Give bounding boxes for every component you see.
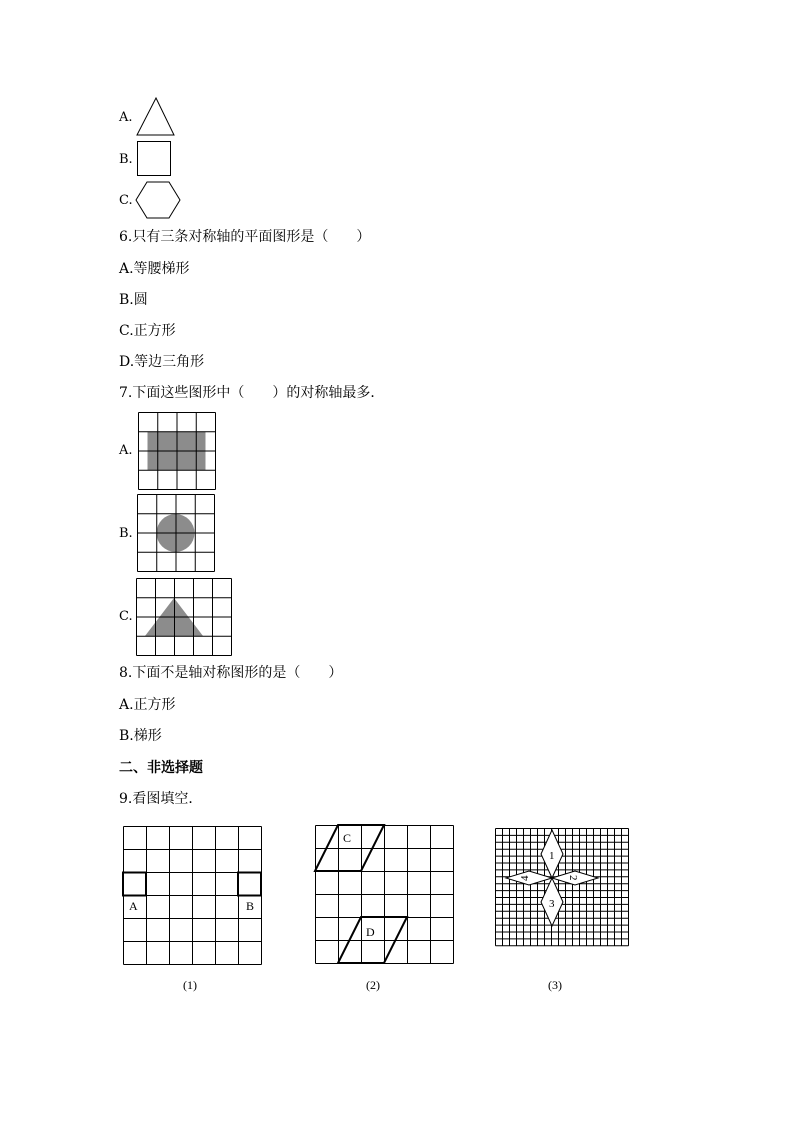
option-c-letter: C. <box>119 193 133 208</box>
option-a-letter: A. <box>119 110 133 125</box>
figure-1-grid <box>123 826 262 966</box>
figure-3-label-1: 1 <box>549 850 555 862</box>
q7-grid-rectangle <box>138 412 215 490</box>
figure-2-label-d: D <box>366 925 375 939</box>
figure-3-label-3: 3 <box>549 898 555 910</box>
q7-grid-triangle <box>136 578 232 656</box>
q8-option-a: A.正方形 <box>119 697 176 713</box>
figure-3-caption: (3) <box>548 978 562 992</box>
figure-3-grid <box>495 828 629 946</box>
figure-1-caption: (1) <box>183 978 197 992</box>
q6-option-d: D.等边三角形 <box>119 354 205 370</box>
q6-option-b: B.圆 <box>119 292 148 308</box>
q7-option-a-letter: A. <box>119 443 133 458</box>
q8-option-b: B.梯形 <box>119 728 162 744</box>
figure-2-grid <box>315 825 454 966</box>
figure-1-label-b: B <box>246 899 255 913</box>
square-shape <box>137 141 171 177</box>
q6-stem: 6.只有三条对称轴的平面图形是（ ） <box>119 229 371 245</box>
figure-2-label-c: C <box>343 831 352 845</box>
triangle-shape <box>136 97 176 137</box>
option-b-letter: B. <box>119 152 133 167</box>
q8-stem: 8.下面不是轴对称图形的是（ ） <box>119 665 343 681</box>
figure-3-label-2: 2 <box>567 875 579 881</box>
q7-option-c-letter: C. <box>119 609 133 624</box>
q6-option-a: A.等腰梯形 <box>119 261 190 277</box>
q7-grid-circle <box>137 494 214 572</box>
q6-option-c: C.正方形 <box>119 323 176 339</box>
figure-2-caption: (2) <box>366 978 380 992</box>
figure-3-label-4: 4 <box>519 875 531 881</box>
q9-stem: 9.看图填空． <box>119 791 203 807</box>
q7-option-b-letter: B. <box>119 526 133 541</box>
q7-stem: 7.下面这些图形中（ ）的对称轴最多． <box>119 385 385 401</box>
hexagon-shape <box>135 181 181 219</box>
section-title: 二、非选择题 <box>119 760 203 776</box>
figure-1-label-a: A <box>129 899 138 913</box>
